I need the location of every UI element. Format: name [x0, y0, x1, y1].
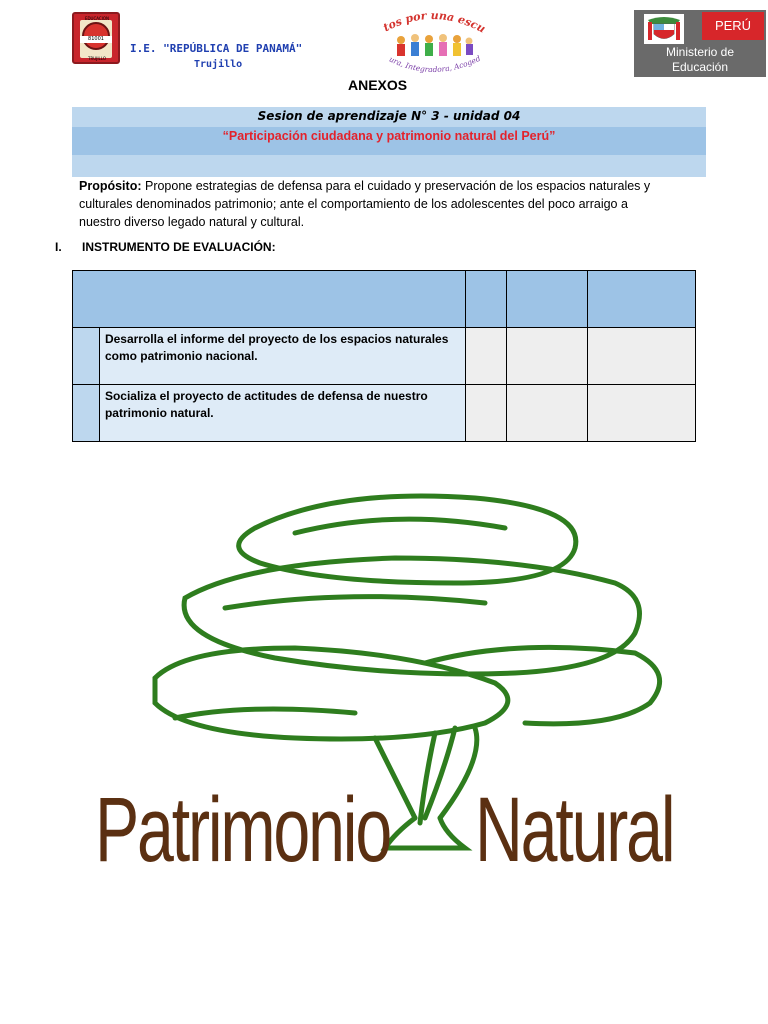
svg-text:Juntos por una escuela: [377, 10, 488, 36]
ministry-of-education-logo: [634, 10, 766, 77]
campaign-subtitle: ura, Integradora, Acoged: [387, 53, 482, 75]
criterion-line: patrimonio natural.: [104, 406, 214, 420]
purpose-text-line-1: Propone estrategias de defensa para el cuidado y preservación de los espacios naturales y: [144, 179, 651, 193]
criterion-cell: [99, 385, 465, 442]
row-marker-cell: [73, 385, 100, 442]
country-label: PERÚ: [702, 12, 764, 40]
header-cell-2: [466, 271, 507, 328]
criterion-line: como patrimonio nacional.: [104, 349, 258, 363]
purpose-text-line-2: culturales denominados patrimonio; ante el comportamiento de los adolescentes del poco arraigo a: [79, 197, 628, 211]
artwork-word-patrimonio: Patrimonio: [95, 779, 391, 881]
criterion-line: Desarrolla el informe del proyecto de los espacios naturales: [104, 332, 449, 346]
ministry-line-2: Educación: [671, 60, 729, 74]
table-row: [73, 328, 696, 385]
juntos-por-una-escuela-logo: [377, 10, 489, 78]
artwork-word-natural: Natural: [475, 779, 674, 881]
session-banner: [72, 107, 706, 177]
criterion-line: Socializa el proyecto de actitudes de defensa de nuestro: [104, 389, 428, 403]
purpose-paragraph: [79, 177, 679, 231]
purpose-text-line-3: nuestro diverso legado natural y cultural.: [79, 215, 305, 229]
school-crest-top-text: EDUCACION: [84, 16, 110, 21]
school-name: I.E. "REPÚBLICA DE PANAMÁ": [130, 42, 303, 55]
school-crest-logo: [72, 12, 120, 64]
peru-coat-of-arms-icon: [644, 14, 684, 44]
header-cell-4: [588, 271, 696, 328]
score-cell[interactable]: [588, 385, 696, 442]
school-city: Trujillo: [194, 59, 243, 70]
page-title: ANEXOS: [348, 77, 408, 93]
table-row: [73, 385, 696, 442]
ministry-line-1: Ministerio de: [665, 45, 735, 59]
score-cell[interactable]: [507, 328, 588, 385]
score-cell[interactable]: [466, 328, 507, 385]
purpose-label: Propósito:: [79, 179, 142, 193]
row-marker-cell: [73, 328, 100, 385]
session-topic: “Participación ciudadana y patrimonio natural del Perú”: [222, 129, 556, 143]
session-title: Sesion de aprendizaje N° 3 - unidad 04: [257, 109, 521, 123]
score-cell[interactable]: [507, 385, 588, 442]
school-crest-bottom-text: TRUJILLO: [88, 56, 106, 61]
evaluation-table-header-row: [73, 271, 696, 328]
campaign-title: tos por una escu: [381, 10, 488, 36]
patrimonio-natural-illustration: [95, 488, 675, 888]
section-number: I.: [55, 240, 62, 254]
header-cell-3: [507, 271, 588, 328]
criterion-cell: [99, 328, 465, 385]
evaluation-table: [72, 270, 696, 442]
score-cell[interactable]: [588, 328, 696, 385]
header-cell-criteria: [73, 271, 466, 328]
score-cell[interactable]: [466, 385, 507, 442]
section-heading: [55, 240, 276, 254]
children-figures-icon: [397, 34, 473, 56]
section-title: INSTRUMENTO DE EVALUACIÓN:: [82, 240, 276, 254]
school-crest-code: 81001: [80, 36, 112, 43]
